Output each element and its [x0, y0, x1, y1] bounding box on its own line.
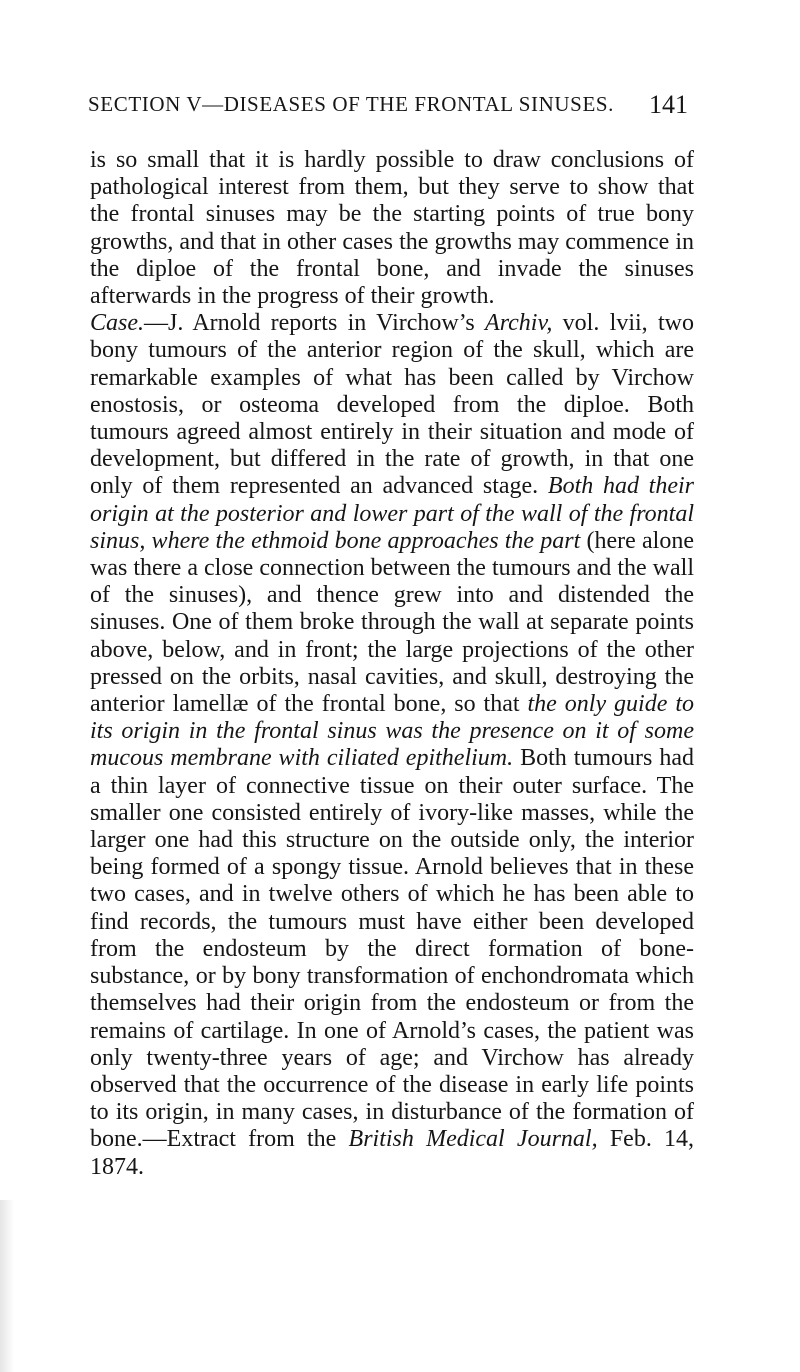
- case-label: Case.: [90, 310, 144, 337]
- journal-title: British Medical Journal,: [348, 1126, 598, 1153]
- paragraph-2-case: [90, 310, 694, 1181]
- case-text-4: Both tumours had a thin layer of connective tissue on their outer surface. The smaller one consisted entirely of ivory-like masses, while the larger one had this structure on the outside only, the interior being formed of a spongy tissue. Arnold believes that in these two cases, and in twelve others of which he has been able to find records, the tumours must have either been developed from the endosteum by the direct formation of bone-substance, or by bony transformation of enchondromata which themselves had their origin from the endosteum or from the remains of cartilage. In one of Arnold’s cases, the patient was only twenty-three years of age; and Virchow has already observed that the occurrence of the disease in early life points to its origin, in many cases, in disturbance of the formation of bone.—Extract from the: [90, 745, 695, 1153]
- page-edge-shadow: [0, 1200, 14, 1372]
- archiv-title: Archiv,: [485, 310, 553, 337]
- case-text-2: vol. lvii, two bony tumours of the anterior region of the skull, which are remarkable examples of what has been called by Virchow enostosis, or osteoma developed from the diploe. Both tumours agreed almost entirely in their situation and mode of development, but differed in the rate of growth, in that one only of them represented an advanced stage.: [90, 310, 694, 500]
- emphasis-origin: Both had their origin at the posterior and lower part of the wall of the frontal sinus, where the ethmoid bone approaches the part: [90, 473, 695, 554]
- case-text-1: —J. Arnold reports in Virchow’s: [144, 310, 486, 337]
- case-text-5: Feb. 14, 1874.: [90, 1126, 695, 1180]
- body-text: [90, 147, 694, 1181]
- emphasis-guide: the only guide to its origin in the frontal sinus was the presence on it of some mucous membrane with ciliated epithelium.: [90, 691, 694, 772]
- section-title: SECTION V—DISEASES OF THE FRONTAL SINUSES.: [88, 92, 615, 116]
- case-text-3: (here alone was there a close connection between the tumours and the wall of the sinuses), and thence grew into and distended the sinuses. One of them broke through the wall at separate points above, below, and in front; the large projections of the other pressed on the orbits, nasal cavities, and skull, destroying the anterior lamellæ of the frontal bone, so that: [90, 527, 694, 718]
- paragraph-1: is so small that it is hardly possible to draw conclusions of pathological interest from them, but they serve to show that the frontal sinuses may be the starting points of true bony growths, and that in other cases the growths may commence in the diploe of the frontal bone, and invade the sinuses afterwards in the progress of their growth.: [90, 147, 694, 310]
- page-number: 141: [649, 90, 688, 119]
- running-head: [88, 92, 688, 124]
